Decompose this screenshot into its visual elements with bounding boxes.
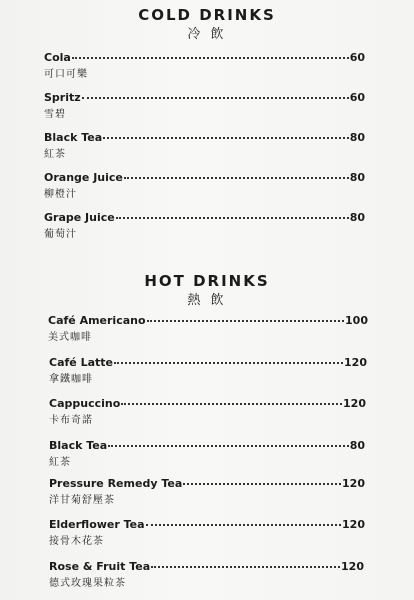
- menu-item: [49, 397, 366, 429]
- menu-item: [48, 314, 368, 346]
- item-name: Rose & Fruit Tea: [49, 560, 151, 573]
- item-price: 120: [344, 356, 367, 369]
- menu-item: [49, 356, 367, 388]
- dotted-leader: [82, 97, 349, 99]
- item-price: 80: [349, 131, 365, 144]
- dotted-leader: [147, 320, 344, 322]
- hot-drinks-heading: HOT DRINKS: [144, 272, 270, 290]
- hot-drinks-subheading: 熱 飲: [187, 293, 227, 308]
- item-price: 80: [349, 171, 365, 184]
- dotted-leader: [151, 566, 340, 568]
- item-name-chinese: 葡萄汁: [44, 229, 77, 240]
- item-name-chinese: 柳橙汁: [44, 189, 77, 200]
- cold-drinks-heading: COLD DRINKS: [138, 6, 276, 24]
- item-price: 60: [349, 91, 365, 104]
- menu-item: [44, 171, 365, 203]
- dotted-leader: [108, 445, 349, 447]
- item-name: Orange Juice: [44, 171, 123, 184]
- item-name-chinese: 德式玫瑰果粒茶: [49, 578, 126, 589]
- dotted-leader: [116, 217, 349, 219]
- menu-item: [44, 131, 365, 163]
- item-name: Pressure Remedy Tea: [49, 477, 183, 490]
- menu-item: [49, 560, 364, 592]
- dotted-leader: [124, 177, 349, 179]
- item-name: Grape Juice: [44, 211, 115, 224]
- item-price: 100: [345, 314, 368, 327]
- item-price: 120: [342, 477, 365, 490]
- item-name-chinese: 紅茶: [49, 457, 71, 468]
- menu-item: [49, 439, 365, 471]
- item-name: Café Americano: [48, 314, 146, 327]
- item-name: Cola: [44, 51, 71, 64]
- dotted-leader: [183, 483, 341, 485]
- item-name: Cappuccino: [49, 397, 121, 410]
- item-name-chinese: 接骨木花茶: [49, 536, 104, 547]
- cold-drinks-subheading: 冷 飲: [187, 27, 227, 42]
- dotted-leader: [103, 137, 349, 139]
- dotted-leader: [121, 403, 342, 405]
- item-name: Elderflower Tea: [49, 518, 145, 531]
- menu-item: [49, 518, 365, 550]
- item-price: 80: [349, 439, 365, 452]
- menu-item: [44, 211, 365, 243]
- item-name: Spritz: [44, 91, 81, 104]
- item-name-chinese: 紅茶: [44, 149, 66, 160]
- menu-item: [49, 477, 365, 509]
- item-price: 120: [342, 518, 365, 531]
- item-name: Black Tea: [49, 439, 108, 452]
- dotted-leader: [146, 524, 341, 526]
- item-name-chinese: 洋甘菊舒壓茶: [49, 495, 115, 506]
- dotted-leader: [114, 362, 343, 364]
- menu-item: [44, 51, 365, 83]
- item-price: 60: [349, 51, 365, 64]
- item-name-chinese: 美式咖啡: [48, 332, 92, 343]
- menu-item: [44, 91, 365, 123]
- item-name-chinese: 卡布奇諾: [49, 415, 93, 426]
- item-name: Black Tea: [44, 131, 103, 144]
- item-price: 120: [341, 560, 364, 573]
- item-price: 80: [349, 211, 365, 224]
- item-name-chinese: 雪碧: [44, 109, 66, 120]
- item-name: Café Latte: [49, 356, 113, 369]
- item-name-chinese: 可口可樂: [44, 69, 88, 80]
- item-name-chinese: 拿鐵咖啡: [49, 374, 93, 385]
- dotted-leader: [72, 57, 349, 59]
- item-price: 120: [343, 397, 366, 410]
